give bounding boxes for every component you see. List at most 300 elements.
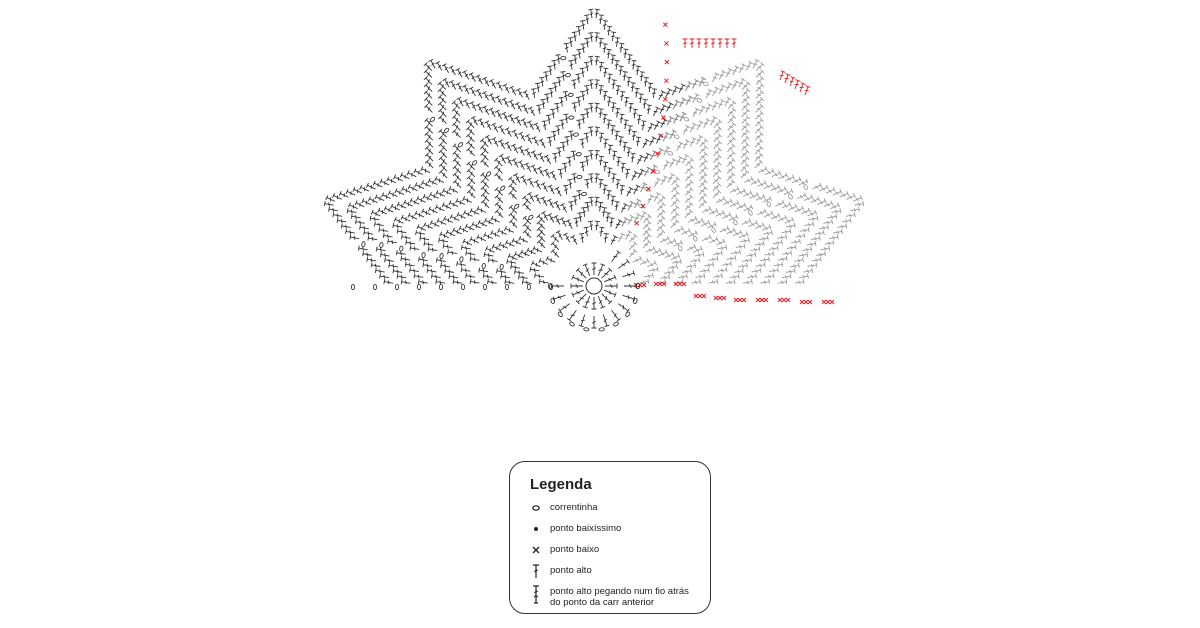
dc-stitch <box>469 87 478 97</box>
dc-stitch <box>531 261 541 269</box>
dc-stitch <box>624 284 636 289</box>
dc-stitch <box>627 103 633 113</box>
chain-stitch <box>573 133 579 137</box>
dc-stitch <box>559 302 572 313</box>
chain-stitch <box>733 219 738 225</box>
dc-stitch <box>516 88 525 98</box>
dc-stitch <box>584 38 590 48</box>
dc-stitch <box>803 86 811 96</box>
dc-stitch <box>495 96 504 106</box>
sc-stitch <box>782 298 786 302</box>
dc-stitch <box>388 191 398 199</box>
dc-stitch <box>708 237 718 245</box>
dc-stitch <box>605 284 617 289</box>
dc-stitch <box>427 268 437 275</box>
dc-stitch <box>626 148 632 158</box>
dc-stitch <box>702 119 711 129</box>
dc-stitch <box>783 74 791 84</box>
dc-stitch <box>643 77 649 87</box>
dc-stitch <box>777 256 787 263</box>
dc-stitch <box>639 72 645 82</box>
chain-stitch <box>576 152 582 156</box>
dc-stitch <box>559 120 565 130</box>
chain-stitch <box>693 236 698 242</box>
dc-stitch <box>771 171 781 179</box>
sc-stitch <box>664 79 668 83</box>
dc-stitch <box>639 258 649 266</box>
dc-stitch <box>531 89 537 99</box>
dc-stitch <box>508 100 517 110</box>
dc-stitch <box>463 196 473 204</box>
dc-stitch <box>708 279 718 286</box>
sc-stitch <box>786 298 790 302</box>
dc-stitch <box>704 89 713 99</box>
dc-stitch <box>477 206 487 214</box>
dc-stitch <box>715 196 725 204</box>
dc-stitch <box>380 179 390 187</box>
dc-stitch <box>534 195 543 205</box>
dc-stitch <box>646 123 655 133</box>
chain-stitch <box>472 160 478 166</box>
dc-stitch <box>725 180 735 190</box>
dc-stitch <box>495 209 505 219</box>
chain-stitch <box>527 284 530 289</box>
dc-stitch <box>524 148 533 158</box>
dc-stitch <box>710 87 719 97</box>
dc-stitch <box>731 249 741 256</box>
dc-stitch <box>635 137 641 147</box>
legend-label-chain: correntinha <box>550 502 598 513</box>
chain-stitch <box>399 246 403 252</box>
chain-stitch <box>548 283 551 288</box>
sc-stitch <box>665 60 669 64</box>
dc-stitch <box>594 9 600 19</box>
dc-stitch <box>852 195 862 203</box>
dc-stitch <box>559 97 565 107</box>
dc-stitch <box>568 60 574 70</box>
dc-stitch <box>512 159 521 169</box>
dc-stitch <box>588 150 594 160</box>
dc-stitch <box>431 274 441 281</box>
dc-stitch <box>512 238 522 246</box>
dc-stitch <box>652 121 661 131</box>
dc-stitch <box>406 240 416 247</box>
dc-stitch <box>509 219 519 229</box>
dc-stitch <box>670 86 679 96</box>
dc-stitch <box>514 116 523 126</box>
dc-stitch <box>566 157 572 167</box>
dc-stitch <box>632 109 638 119</box>
dc-stitch <box>618 136 624 146</box>
sc-stitch <box>714 296 718 300</box>
dc-stitch <box>623 97 629 107</box>
sc-stitch <box>738 298 742 302</box>
dc-stitch <box>355 201 365 209</box>
dc-stitch <box>570 235 579 245</box>
dc-stitch <box>744 61 753 71</box>
dc-stitch <box>461 267 471 274</box>
dc-stitch <box>606 49 612 59</box>
dc-stitch <box>659 119 668 129</box>
dc-stitch <box>562 163 568 173</box>
dc-stitch <box>555 126 561 136</box>
legend-item-dc <box>530 563 700 579</box>
dc-stitch <box>760 279 770 286</box>
dc-stitch <box>725 172 735 182</box>
sc-stitch <box>800 300 804 304</box>
dc-stitch <box>606 190 612 200</box>
dc-stitch <box>626 215 635 225</box>
dc-stitch <box>697 106 706 116</box>
dc-stitch <box>712 134 722 144</box>
chain-stitch <box>439 284 442 289</box>
dc-stitch <box>640 121 646 131</box>
dc-stitch <box>683 39 688 48</box>
dc-stitch <box>424 90 434 100</box>
dc-stitch <box>588 103 594 113</box>
sc-stitch <box>663 23 667 27</box>
dc-stitch <box>435 61 444 71</box>
dc-stitch <box>388 239 398 246</box>
dc-stitch <box>505 156 514 166</box>
dc-stitch <box>594 103 600 113</box>
dc-stitch <box>547 137 553 147</box>
sc-stitch <box>734 298 738 302</box>
dc-stitch <box>456 83 465 93</box>
dc-stitch <box>588 9 594 19</box>
dc-stitch <box>524 163 533 173</box>
dc-stitch <box>695 273 705 280</box>
sc-stitch <box>778 298 782 302</box>
dc-stitch <box>588 174 594 184</box>
dc-stitch <box>482 106 491 116</box>
dc-stitch <box>495 187 505 197</box>
dc-stitch <box>666 173 675 183</box>
dc-stitch <box>537 240 547 250</box>
dc-stitch <box>606 97 612 107</box>
dc-stitch <box>415 182 425 190</box>
dc-stitch <box>462 70 471 80</box>
dc-stitch <box>374 222 384 229</box>
dc-stitch <box>626 55 632 65</box>
dc-stitch <box>669 212 679 222</box>
dc-stitch <box>755 262 765 269</box>
chain-stitch <box>395 284 398 289</box>
dc-stitch <box>467 169 477 179</box>
dc-stitch <box>470 208 480 216</box>
chain-stitch <box>577 175 583 179</box>
dc-stitch <box>495 202 505 212</box>
dc-stitch <box>548 88 554 98</box>
dc-stitch <box>584 85 590 95</box>
dc-stitch <box>572 103 578 113</box>
dc-stitch <box>753 132 763 142</box>
chain-stitch <box>444 127 450 133</box>
dc-stitch <box>509 86 518 96</box>
dc-stitch <box>469 73 478 83</box>
dc-stitch <box>630 60 636 70</box>
dc-stitch <box>442 64 451 74</box>
dc-stitch <box>777 234 787 241</box>
dc-stitch <box>528 107 537 117</box>
dc-stitch <box>453 144 463 154</box>
dc-stitch <box>508 177 518 187</box>
dc-stitch <box>668 159 677 169</box>
dc-stitch <box>326 195 336 203</box>
sc-stitch <box>808 300 812 304</box>
dc-stitch <box>560 217 569 227</box>
chain-stitch <box>373 284 376 289</box>
dc-stitch <box>703 104 712 114</box>
dc-stitch <box>740 238 750 245</box>
dc-stitch <box>362 199 372 207</box>
sc-stitch <box>804 300 808 304</box>
dc-stitch <box>608 218 614 228</box>
dc-stitch <box>580 68 586 78</box>
dc-stitch <box>602 162 608 172</box>
dc-stitch <box>428 178 438 186</box>
dc-stitch <box>784 217 794 225</box>
dc-stitch <box>690 39 695 48</box>
dc-stitch <box>492 244 502 252</box>
dc-stitch <box>748 220 758 228</box>
dc-stitch <box>610 174 616 184</box>
dc-stitch <box>476 104 485 114</box>
legend-item-slip <box>530 521 700 537</box>
dc-stitch <box>572 55 578 65</box>
dc-stitch <box>540 99 546 109</box>
dc-stitch <box>726 137 736 147</box>
legend-label-bldc: ponto alto pegando num fio atrás do ponto da carr anterior <box>550 586 689 608</box>
dc-stitch <box>726 255 736 262</box>
dc-stitch <box>580 91 586 101</box>
dc-stitch <box>708 208 718 216</box>
dc-stitch <box>838 191 848 199</box>
chain-stitch <box>674 134 680 139</box>
dc-stitch <box>467 162 477 172</box>
dc-stitch <box>610 55 616 65</box>
dc-stitch <box>520 176 529 186</box>
dc-stitch <box>594 127 600 137</box>
dc-stitch <box>408 213 418 221</box>
dc-stitch <box>379 227 389 234</box>
dc-stitch <box>753 146 763 156</box>
dc-stitch <box>606 26 612 36</box>
dc-stitch <box>619 185 625 195</box>
dc-stitch <box>492 137 501 147</box>
dc-stitch <box>756 180 766 188</box>
dc-stitch <box>636 169 645 179</box>
dc-stitch <box>651 107 660 117</box>
dc-stitch <box>684 165 694 175</box>
chain-stitch <box>461 284 464 289</box>
dc-stitch <box>480 159 490 169</box>
dc-stitch <box>615 157 621 167</box>
dc-stitch <box>645 195 654 205</box>
dc-stitch <box>688 137 697 147</box>
dc-stitch <box>395 188 405 196</box>
dc-stitch <box>731 66 740 76</box>
dc-stitch <box>701 206 711 214</box>
dc-stitch <box>482 91 491 101</box>
chain-stitch <box>667 150 673 155</box>
dc-stitch <box>457 212 467 220</box>
dc-stitch <box>623 231 632 241</box>
chain-stitch <box>766 201 771 207</box>
dc-stitch <box>373 181 383 189</box>
dc-stitch <box>674 156 683 166</box>
dc-stitch <box>717 267 727 274</box>
dc-stitch <box>424 69 434 79</box>
dc-stitch <box>622 271 635 279</box>
dc-stitch <box>552 284 564 289</box>
dc-stitch <box>614 38 620 48</box>
sc-stitch <box>642 283 646 287</box>
dc-stitch <box>437 218 447 226</box>
dc-stitch <box>475 89 484 99</box>
dc-stitch <box>641 139 650 149</box>
dc-stitch <box>598 85 604 95</box>
dc-stitch <box>523 202 533 212</box>
dc-stitch <box>576 74 582 84</box>
dc-stitch <box>634 88 640 98</box>
dc-stitch <box>602 44 608 54</box>
double-crochet-icon <box>530 563 546 579</box>
dc-stitch <box>532 137 541 147</box>
chain-stitch <box>711 227 716 233</box>
dc-stitch <box>580 20 586 30</box>
dc-stitch <box>711 183 721 193</box>
dc-stitch <box>713 273 723 280</box>
dc-stitch <box>467 190 477 200</box>
dc-stitch <box>554 201 563 211</box>
chain-stitch <box>683 116 689 121</box>
dc-stitch <box>618 43 624 53</box>
dc-stitch <box>596 295 605 308</box>
dc-stitch <box>421 180 431 188</box>
dc-stitch <box>602 91 608 101</box>
dc-stitch <box>598 179 604 189</box>
dc-stitch <box>725 39 730 48</box>
dc-stitch <box>400 173 410 181</box>
dc-stitch <box>467 183 477 193</box>
dc-stitch <box>484 233 494 241</box>
dc-stitch <box>646 105 652 115</box>
chain-stitch <box>439 253 443 259</box>
dc-stitch <box>360 185 370 193</box>
dc-stitch <box>584 62 590 72</box>
dc-stitch <box>610 32 616 42</box>
dc-stitch <box>421 166 431 174</box>
dc-stitch <box>584 156 590 166</box>
dc-stitch <box>642 99 648 109</box>
chain-stitch <box>569 116 575 120</box>
dc-stitch <box>346 189 356 197</box>
dc-stitch <box>632 185 641 195</box>
dc-stitch <box>618 114 624 124</box>
dc-stitch <box>722 261 732 268</box>
dc-stitch <box>747 274 757 281</box>
dc-stitch <box>556 231 565 241</box>
dc-stitch <box>424 222 434 230</box>
dc-stitch <box>580 44 586 54</box>
dc-stitch <box>669 205 679 215</box>
dc-stitch <box>611 80 617 90</box>
dc-stitch <box>671 114 680 124</box>
sc-stitch <box>756 298 760 302</box>
dc-stitch <box>818 185 828 193</box>
dc-stitch <box>397 229 407 236</box>
dc-stitch <box>619 91 625 101</box>
chain-stitch <box>483 284 486 289</box>
dc-stitch <box>684 173 694 183</box>
dc-stitch <box>368 197 378 205</box>
sc-stitch <box>663 97 667 101</box>
dc-stitch <box>754 118 764 128</box>
dc-stitch <box>535 273 545 280</box>
dc-stitch <box>424 97 434 107</box>
dc-stitch <box>784 175 794 183</box>
dc-stitch <box>502 98 511 108</box>
dc-stitch <box>551 131 557 141</box>
dc-stitch <box>764 169 774 177</box>
dc-stitch <box>794 279 804 286</box>
dc-stitch <box>466 148 476 158</box>
dc-stitch <box>796 193 806 201</box>
dc-stitch <box>708 116 717 126</box>
dc-stitch <box>527 121 536 131</box>
dc-stitch <box>603 233 609 243</box>
sc-stitch <box>654 282 658 286</box>
center-ring <box>548 251 639 332</box>
dc-stitch <box>753 139 763 149</box>
dc-stitch <box>610 103 616 113</box>
dc-stitch <box>602 114 608 124</box>
dc-stitch <box>753 153 763 163</box>
dc-stitch <box>513 173 522 183</box>
dc-stitch <box>630 153 636 163</box>
dc-stitch <box>611 151 617 161</box>
dc-stitch <box>539 77 545 87</box>
dc-stitch <box>530 267 540 274</box>
dc-stitch <box>462 85 471 95</box>
dc-stitch <box>466 134 476 144</box>
dc-stitch <box>576 120 582 130</box>
dc-stitch <box>655 230 665 240</box>
dc-stitch <box>410 245 420 252</box>
dc-stitch <box>632 256 642 264</box>
chain-stitch <box>561 56 567 60</box>
dc-stitch <box>425 125 435 135</box>
dc-stitch <box>659 236 669 244</box>
dc-stitch <box>651 89 657 99</box>
dc-stitch <box>737 64 746 74</box>
dc-stitch <box>754 222 764 230</box>
dc-stitch <box>470 256 480 263</box>
dc-stitch <box>607 145 613 155</box>
chain-stitch <box>458 142 464 148</box>
dc-stitch <box>712 141 722 151</box>
dc-stitch <box>626 77 632 87</box>
dc-stitch <box>438 115 448 125</box>
legend-label-slip: ponto baixíssimo <box>550 523 622 534</box>
dc-stitch <box>699 268 709 275</box>
dc-stitch <box>751 268 761 275</box>
dc-stitch <box>537 167 546 177</box>
dc-stitch <box>477 235 487 243</box>
dc-stitch <box>353 187 363 195</box>
dc-stitch <box>485 246 495 254</box>
